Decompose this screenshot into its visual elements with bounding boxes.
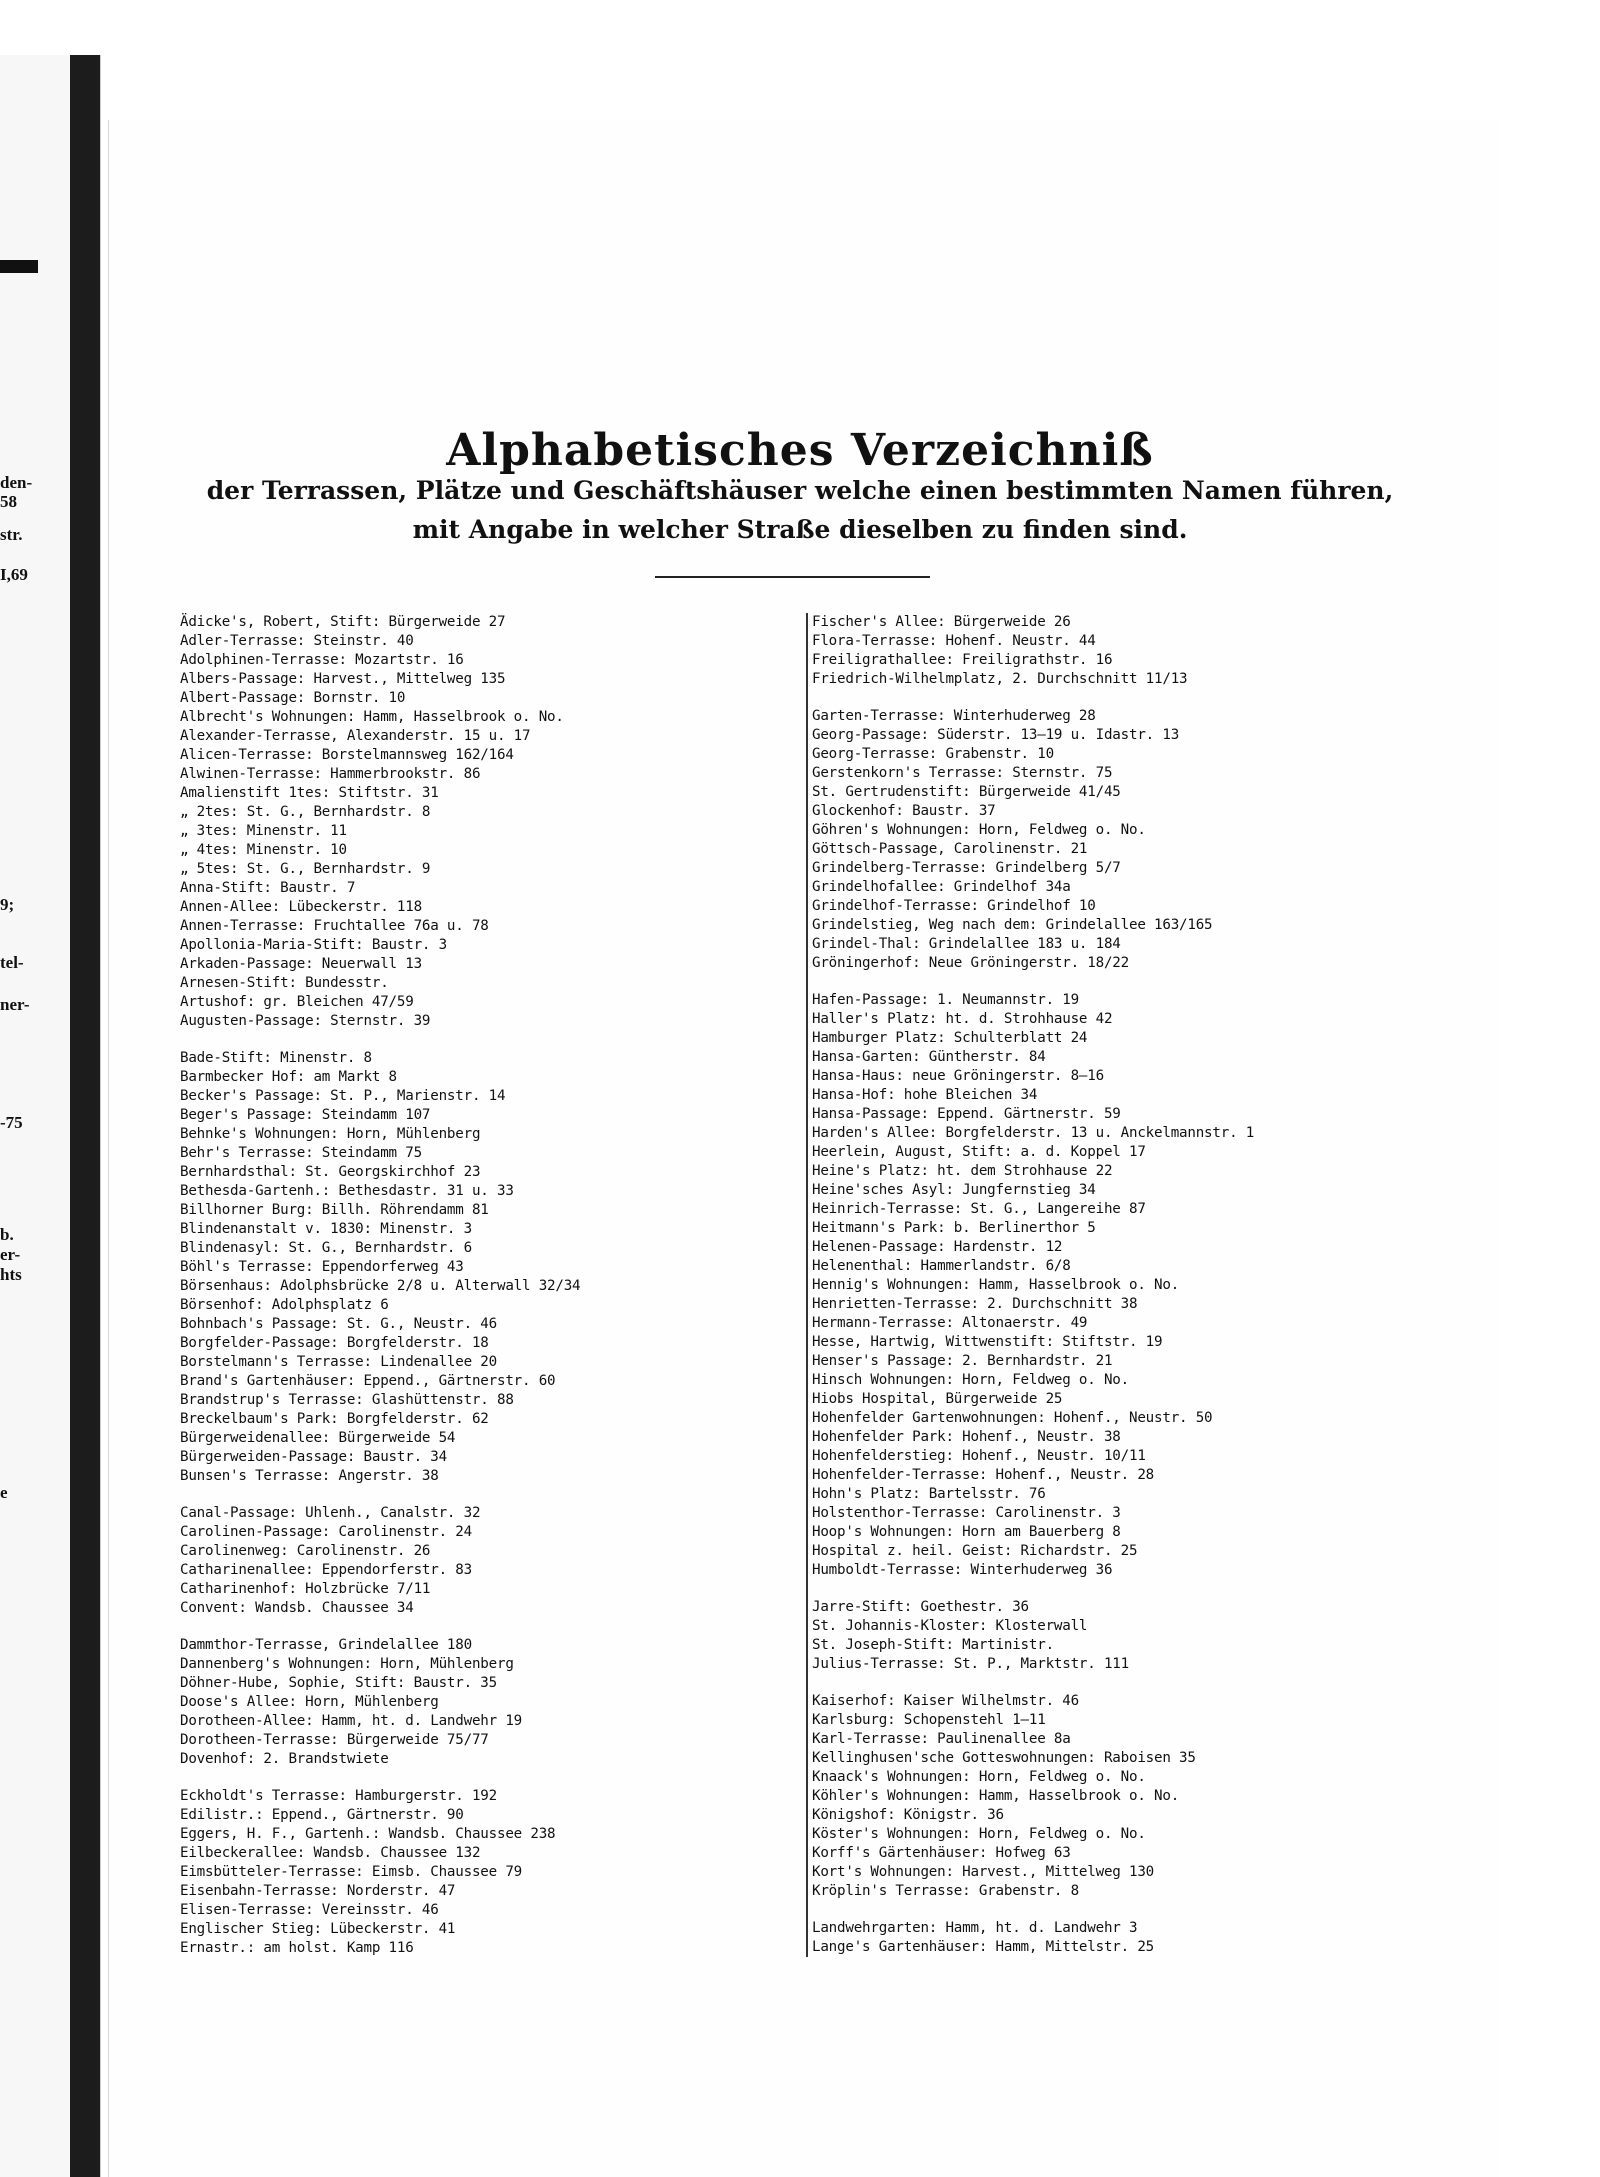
fragment-text: e — [0, 1483, 8, 1502]
fragment-text: str. — [0, 525, 23, 544]
index-entry: Grindelberg-Terrasse: Grindelberg 5/7 — [812, 860, 1121, 876]
index-entry: Behr's Terrasse: Steindamm 75 — [180, 1145, 422, 1161]
index-entry: Kellinghusen'sche Gotteswohnungen: Raboisen 35 — [812, 1750, 1196, 1766]
index-entry: „ 2tes: St. G., Bernhardstr. 8 — [180, 804, 431, 820]
decorative-rule — [0, 260, 38, 273]
index-entry: Convent: Wandsb. Chaussee 34 — [180, 1600, 414, 1616]
index-entry: Hospital z. heil. Geist: Richardstr. 25 — [812, 1543, 1138, 1559]
fragment-text: b. — [0, 1225, 14, 1244]
index-entry: Georg-Terrasse: Grabenstr. 10 — [812, 746, 1054, 762]
index-entry: Breckelbaum's Park: Borgfelderstr. 62 — [180, 1411, 489, 1427]
index-entry: Freiligrathallee: Freiligrathstr. 16 — [812, 652, 1113, 668]
index-entry: Korff's Gärtenhäuser: Hofweg 63 — [812, 1845, 1071, 1861]
fragment-text: hts — [0, 1265, 22, 1284]
index-entry: Eisenbahn-Terrasse: Norderstr. 47 — [180, 1883, 456, 1899]
index-entry: Barmbecker Hof: am Markt 8 — [180, 1069, 397, 1085]
index-entry: Becker's Passage: St. P., Marienstr. 14 — [180, 1088, 506, 1104]
index-gap — [812, 1901, 1422, 1919]
index-entry: Helenenthal: Hammerlandstr. 6/8 — [812, 1258, 1071, 1274]
index-entry: Dorotheen-Allee: Hamm, ht. d. Landwehr 19 — [180, 1713, 523, 1729]
index-entry: Heinrich-Terrasse: St. G., Langereihe 87 — [812, 1201, 1146, 1217]
index-entry: Ädicke's, Robert, Stift: Bürgerweide 27 — [180, 614, 506, 630]
index-entry: Bürgerweiden-Passage: Baustr. 34 — [180, 1449, 447, 1465]
index-entry: Doose's Allee: Horn, Mühlenberg — [180, 1694, 439, 1710]
index-entry: Gröningerhof: Neue Gröningerstr. 18/22 — [812, 955, 1129, 971]
index-entry: Göhren's Wohnungen: Horn, Feldweg o. No. — [812, 822, 1146, 838]
index-entry: Augusten-Passage: Sternstr. 39 — [180, 1013, 431, 1029]
page-subtitle-line2: mit Angabe in welcher Straße dieselben zu finden sind. — [412, 515, 1188, 544]
index-entry: Karlsburg: Schopenstehl 1—11 — [812, 1712, 1046, 1728]
index-entry: Grindelhof-Terrasse: Grindelhof 10 — [812, 898, 1096, 914]
title-divider — [655, 576, 930, 578]
index-entry: Grindelstieg, Weg nach dem: Grindelallee 163/165 — [812, 917, 1213, 933]
index-entry: Henrietten-Terrasse: 2. Durchschnitt 38 — [812, 1296, 1138, 1312]
index-entry: Elisen-Terrasse: Vereinsstr. 46 — [180, 1902, 439, 1918]
index-entry: Kröplin's Terrasse: Grabenstr. 8 — [812, 1883, 1079, 1899]
index-entry: Carolinen-Passage: Carolinenstr. 24 — [180, 1524, 472, 1540]
index-entry: Carolinenweg: Carolinenstr. 26 — [180, 1543, 431, 1559]
index-entry: Borgfelder-Passage: Borgfelderstr. 18 — [180, 1335, 489, 1351]
index-entry: Henser's Passage: 2. Bernhardstr. 21 — [812, 1353, 1113, 1369]
index-entry: Flora-Terrasse: Hohenf. Neustr. 44 — [812, 633, 1096, 649]
index-entry: St. Johannis-Kloster: Klosterwall — [812, 1618, 1088, 1634]
index-entry: Heine's Platz: ht. dem Strohhause 22 — [812, 1163, 1113, 1179]
index-entry: Gerstenkorn's Terrasse: Sternstr. 75 — [812, 765, 1113, 781]
index-entry: Hoop's Wohnungen: Horn am Bauerberg 8 — [812, 1524, 1121, 1540]
index-entry: Borstelmann's Terrasse: Lindenallee 20 — [180, 1354, 497, 1370]
index-entry: Artushof: gr. Bleichen 47/59 — [180, 994, 414, 1010]
index-gap — [812, 973, 1422, 991]
index-entry: Billhorner Burg: Billh. Röhrendamm 81 — [180, 1202, 489, 1218]
index-entry: „ 3tes: Minenstr. 11 — [180, 823, 347, 839]
index-entry: Garten-Terrasse: Winterhuderweg 28 — [812, 708, 1096, 724]
index-entry: Dannenberg's Wohnungen: Horn, Mühlenberg — [180, 1656, 514, 1672]
index-entry: Amalienstift 1tes: Stiftstr. 31 — [180, 785, 439, 801]
index-entry: Albers-Passage: Harvest., Mittelweg 135 — [180, 671, 506, 687]
index-entry: St. Joseph-Stift: Martinistr. — [812, 1637, 1054, 1653]
index-entry: Annen-Allee: Lübeckerstr. 118 — [180, 899, 422, 915]
index-entry: Hansa-Passage: Eppend. Gärtnerstr. 59 — [812, 1106, 1121, 1122]
index-entry: Döhner-Hube, Sophie, Stift: Baustr. 35 — [180, 1675, 497, 1691]
index-entry: Brandstrup's Terrasse: Glashüttenstr. 88 — [180, 1392, 514, 1408]
index-entry: Grindel-Thal: Grindelallee 183 u. 184 — [812, 936, 1121, 952]
index-entry: Heerlein, August, Stift: a. d. Koppel 17 — [812, 1144, 1146, 1160]
index-entry: Bade-Stift: Minenstr. 8 — [180, 1050, 372, 1066]
fragment-text: den- — [0, 473, 33, 492]
fragment-text: 58 — [0, 492, 17, 511]
index-entry: Böhl's Terrasse: Eppendorferweg 43 — [180, 1259, 464, 1275]
index-entry: Georg-Passage: Süderstr. 13—19 u. Idastr. 13 — [812, 727, 1180, 743]
index-entry: „ 4tes: Minenstr. 10 — [180, 842, 347, 858]
index-entry: Heitmann's Park: b. Berlinerthor 5 — [812, 1220, 1096, 1236]
fragment-text: 9; — [0, 895, 15, 914]
index-entry: Adler-Terrasse: Steinstr. 40 — [180, 633, 414, 649]
index-entry: Hansa-Haus: neue Gröningerstr. 8—16 — [812, 1068, 1104, 1084]
index-entry: Behnke's Wohnungen: Horn, Mühlenberg — [180, 1126, 481, 1142]
index-entry: Bernhardsthal: St. Georgskirchhof 23 — [180, 1164, 481, 1180]
index-entry: Edilistr.: Eppend., Gärtnerstr. 90 — [180, 1807, 464, 1823]
index-entry: Eggers, H. F., Gartenh.: Wandsb. Chaussee 238 — [180, 1826, 556, 1842]
index-entry: Hohenfelder Park: Hohenf., Neustr. 38 — [812, 1429, 1121, 1445]
index-entry: Königshof: Königstr. 36 — [812, 1807, 1004, 1823]
index-entry: Brand's Gartenhäuser: Eppend., Gärtnerstr. 60 — [180, 1373, 556, 1389]
index-entry: „ 5tes: St. G., Bernhardstr. 9 — [180, 861, 431, 877]
page-title: Alphabetisches Verzeichniß — [446, 425, 1154, 476]
index-entry: Göttsch-Passage, Carolinenstr. 21 — [812, 841, 1088, 857]
index-gap — [812, 1580, 1422, 1598]
index-gap — [812, 689, 1422, 707]
index-entry: Canal-Passage: Uhlenh., Canalstr. 32 — [180, 1505, 481, 1521]
fragment-text: ner- — [0, 995, 30, 1014]
index-entry: Humboldt-Terrasse: Winterhuderweg 36 — [812, 1562, 1113, 1578]
index-entry: Eimsbütteler-Terrasse: Eimsb. Chaussee 79 — [180, 1864, 523, 1880]
index-entry: Eilbeckerallee: Wandsb. Chaussee 132 — [180, 1845, 481, 1861]
index-entry: Kaiserhof: Kaiser Wilhelmstr. 46 — [812, 1693, 1079, 1709]
index-entry: Köhler's Wohnungen: Hamm, Hasselbrook o. No. — [812, 1788, 1180, 1804]
index-entry: Hohenfelder-Terrasse: Hohenf., Neustr. 28 — [812, 1467, 1155, 1483]
index-entry: Eckholdt's Terrasse: Hamburgerstr. 192 — [180, 1788, 497, 1804]
index-gap — [812, 1674, 1422, 1692]
index-entry: Alwinen-Terrasse: Hammerbrookstr. 86 — [180, 766, 481, 782]
index-entry: Hohenfelderstieg: Hohenf., Neustr. 10/11 — [812, 1448, 1146, 1464]
index-entry: Fischer's Allee: Bürgerweide 26 — [812, 614, 1071, 630]
index-entry: Arnesen-Stift: Bundesstr. — [180, 975, 389, 991]
index-entry: Heine'sches Asyl: Jungfernstieg 34 — [812, 1182, 1096, 1198]
index-entry: Hamburger Platz: Schulterblatt 24 — [812, 1030, 1088, 1046]
fragment-text: I,69 — [0, 565, 28, 584]
index-entry: Helenen-Passage: Hardenstr. 12 — [812, 1239, 1063, 1255]
index-entry: Lange's Gartenhäuser: Hamm, Mittelstr. 25 — [812, 1939, 1155, 1955]
index-entry: Hohenfelder Gartenwohnungen: Hohenf., Neustr. 50 — [812, 1410, 1213, 1426]
index-entry: Jarre-Stift: Goethestr. 36 — [812, 1599, 1029, 1615]
index-entry: Annen-Terrasse: Fruchtallee 76a u. 78 — [180, 918, 489, 934]
index-gap — [180, 1769, 790, 1787]
index-entry: Albert-Passage: Bornstr. 10 — [180, 690, 406, 706]
index-entry: Ernastr.: am holst. Kamp 116 — [180, 1940, 414, 1956]
index-gap — [180, 1618, 790, 1636]
book-gutter — [70, 55, 101, 2177]
index-entry: Harden's Allee: Borgfelderstr. 13 u. Anckelmannstr. 1 — [812, 1125, 1255, 1141]
index-entry: Landwehrgarten: Hamm, ht. d. Landwehr 3 — [812, 1920, 1138, 1936]
index-entry: Hesse, Hartwig, Wittwenstift: Stiftstr. 19 — [812, 1334, 1163, 1350]
left-index-column — [180, 613, 790, 1958]
index-entry: Catharinenhof: Holzbrücke 7/11 — [180, 1581, 431, 1597]
index-entry: Börsenhof: Adolphsplatz 6 — [180, 1297, 389, 1313]
index-entry: Kort's Wohnungen: Harvest., Mittelweg 130 — [812, 1864, 1155, 1880]
index-entry: Grindelhofallee: Grindelhof 34a — [812, 879, 1071, 895]
index-entry: Köster's Wohnungen: Horn, Feldweg o. No. — [812, 1826, 1146, 1842]
index-entry: Hermann-Terrasse: Altonaerstr. 49 — [812, 1315, 1088, 1331]
index-entry: Adolphinen-Terrasse: Mozartstr. 16 — [180, 652, 464, 668]
index-entry: Blindenanstalt v. 1830: Minenstr. 3 — [180, 1221, 472, 1237]
index-gap — [180, 1486, 790, 1504]
index-entry: Julius-Terrasse: St. P., Marktstr. 111 — [812, 1656, 1129, 1672]
index-entry: Bürgerweidenallee: Bürgerweide 54 — [180, 1430, 456, 1446]
index-entry: Börsenhaus: Adolphsbrücke 2/8 u. Alterwall 32/34 — [180, 1278, 581, 1294]
index-entry: Hiobs Hospital, Bürgerweide 25 — [812, 1391, 1063, 1407]
fragment-text: tel- — [0, 953, 24, 972]
index-entry: Bohnbach's Passage: St. G., Neustr. 46 — [180, 1316, 497, 1332]
fragment-text: -75 — [0, 1113, 23, 1132]
index-entry: St. Gertrudenstift: Bürgerweide 41/45 — [812, 784, 1121, 800]
index-entry: Hohn's Platz: Bartelsstr. 76 — [812, 1486, 1046, 1502]
index-entry: Alicen-Terrasse: Borstelmannsweg 162/164 — [180, 747, 514, 763]
index-entry: Haller's Platz: ht. d. Strohhause 42 — [812, 1011, 1113, 1027]
index-entry: Dammthor-Terrasse, Grindelallee 180 — [180, 1637, 472, 1653]
index-entry: Hansa-Garten: Güntherstr. 84 — [812, 1049, 1046, 1065]
index-entry: Bunsen's Terrasse: Angerstr. 38 — [180, 1468, 439, 1484]
previous-page-strip — [0, 55, 101, 2177]
index-entry: Hinsch Wohnungen: Horn, Feldweg o. No. — [812, 1372, 1129, 1388]
index-entry: Catharinenallee: Eppendorferstr. 83 — [180, 1562, 472, 1578]
index-entry: Albrecht's Wohnungen: Hamm, Hasselbrook o. No. — [180, 709, 564, 725]
index-entry: Hansa-Hof: hohe Bleichen 34 — [812, 1087, 1038, 1103]
index-entry: Dorotheen-Terrasse: Bürgerweide 75/77 — [180, 1732, 489, 1748]
index-entry: Dovenhof: 2. Brandstwiete — [180, 1751, 389, 1767]
index-entry: Englischer Stieg: Lübeckerstr. 41 — [180, 1921, 456, 1937]
index-entry: Blindenasyl: St. G., Bernhardstr. 6 — [180, 1240, 472, 1256]
fragment-text: er- — [0, 1245, 21, 1264]
index-entry: Glockenhof: Baustr. 37 — [812, 803, 996, 819]
right-index-column — [806, 613, 1422, 1957]
index-entry: Beger's Passage: Steindamm 107 — [180, 1107, 431, 1123]
index-entry: Alexander-Terrasse, Alexanderstr. 15 u. 17 — [180, 728, 531, 744]
index-entry: Arkaden-Passage: Neuerwall 13 — [180, 956, 422, 972]
page-subtitle-line1: der Terrassen, Plätze und Geschäftshäuser welche einen bestimmten Namen führen, — [206, 476, 1394, 505]
index-entry: Apollonia-Maria-Stift: Baustr. 3 — [180, 937, 447, 953]
index-entry: Holstenthor-Terrasse: Carolinenstr. 3 — [812, 1505, 1121, 1521]
index-entry: Hennig's Wohnungen: Hamm, Hasselbrook o. No. — [812, 1277, 1180, 1293]
index-entry: Knaack's Wohnungen: Horn, Feldweg o. No. — [812, 1769, 1146, 1785]
index-gap — [180, 1031, 790, 1049]
index-entry: Anna-Stift: Baustr. 7 — [180, 880, 356, 896]
index-entry: Bethesda-Gartenh.: Bethesdastr. 31 u. 33 — [180, 1183, 514, 1199]
index-entry: Hafen-Passage: 1. Neumannstr. 19 — [812, 992, 1079, 1008]
index-entry: Karl-Terrasse: Paulinenallee 8a — [812, 1731, 1071, 1747]
index-entry: Friedrich-Wilhelmplatz, 2. Durchschnitt 11/13 — [812, 671, 1188, 687]
